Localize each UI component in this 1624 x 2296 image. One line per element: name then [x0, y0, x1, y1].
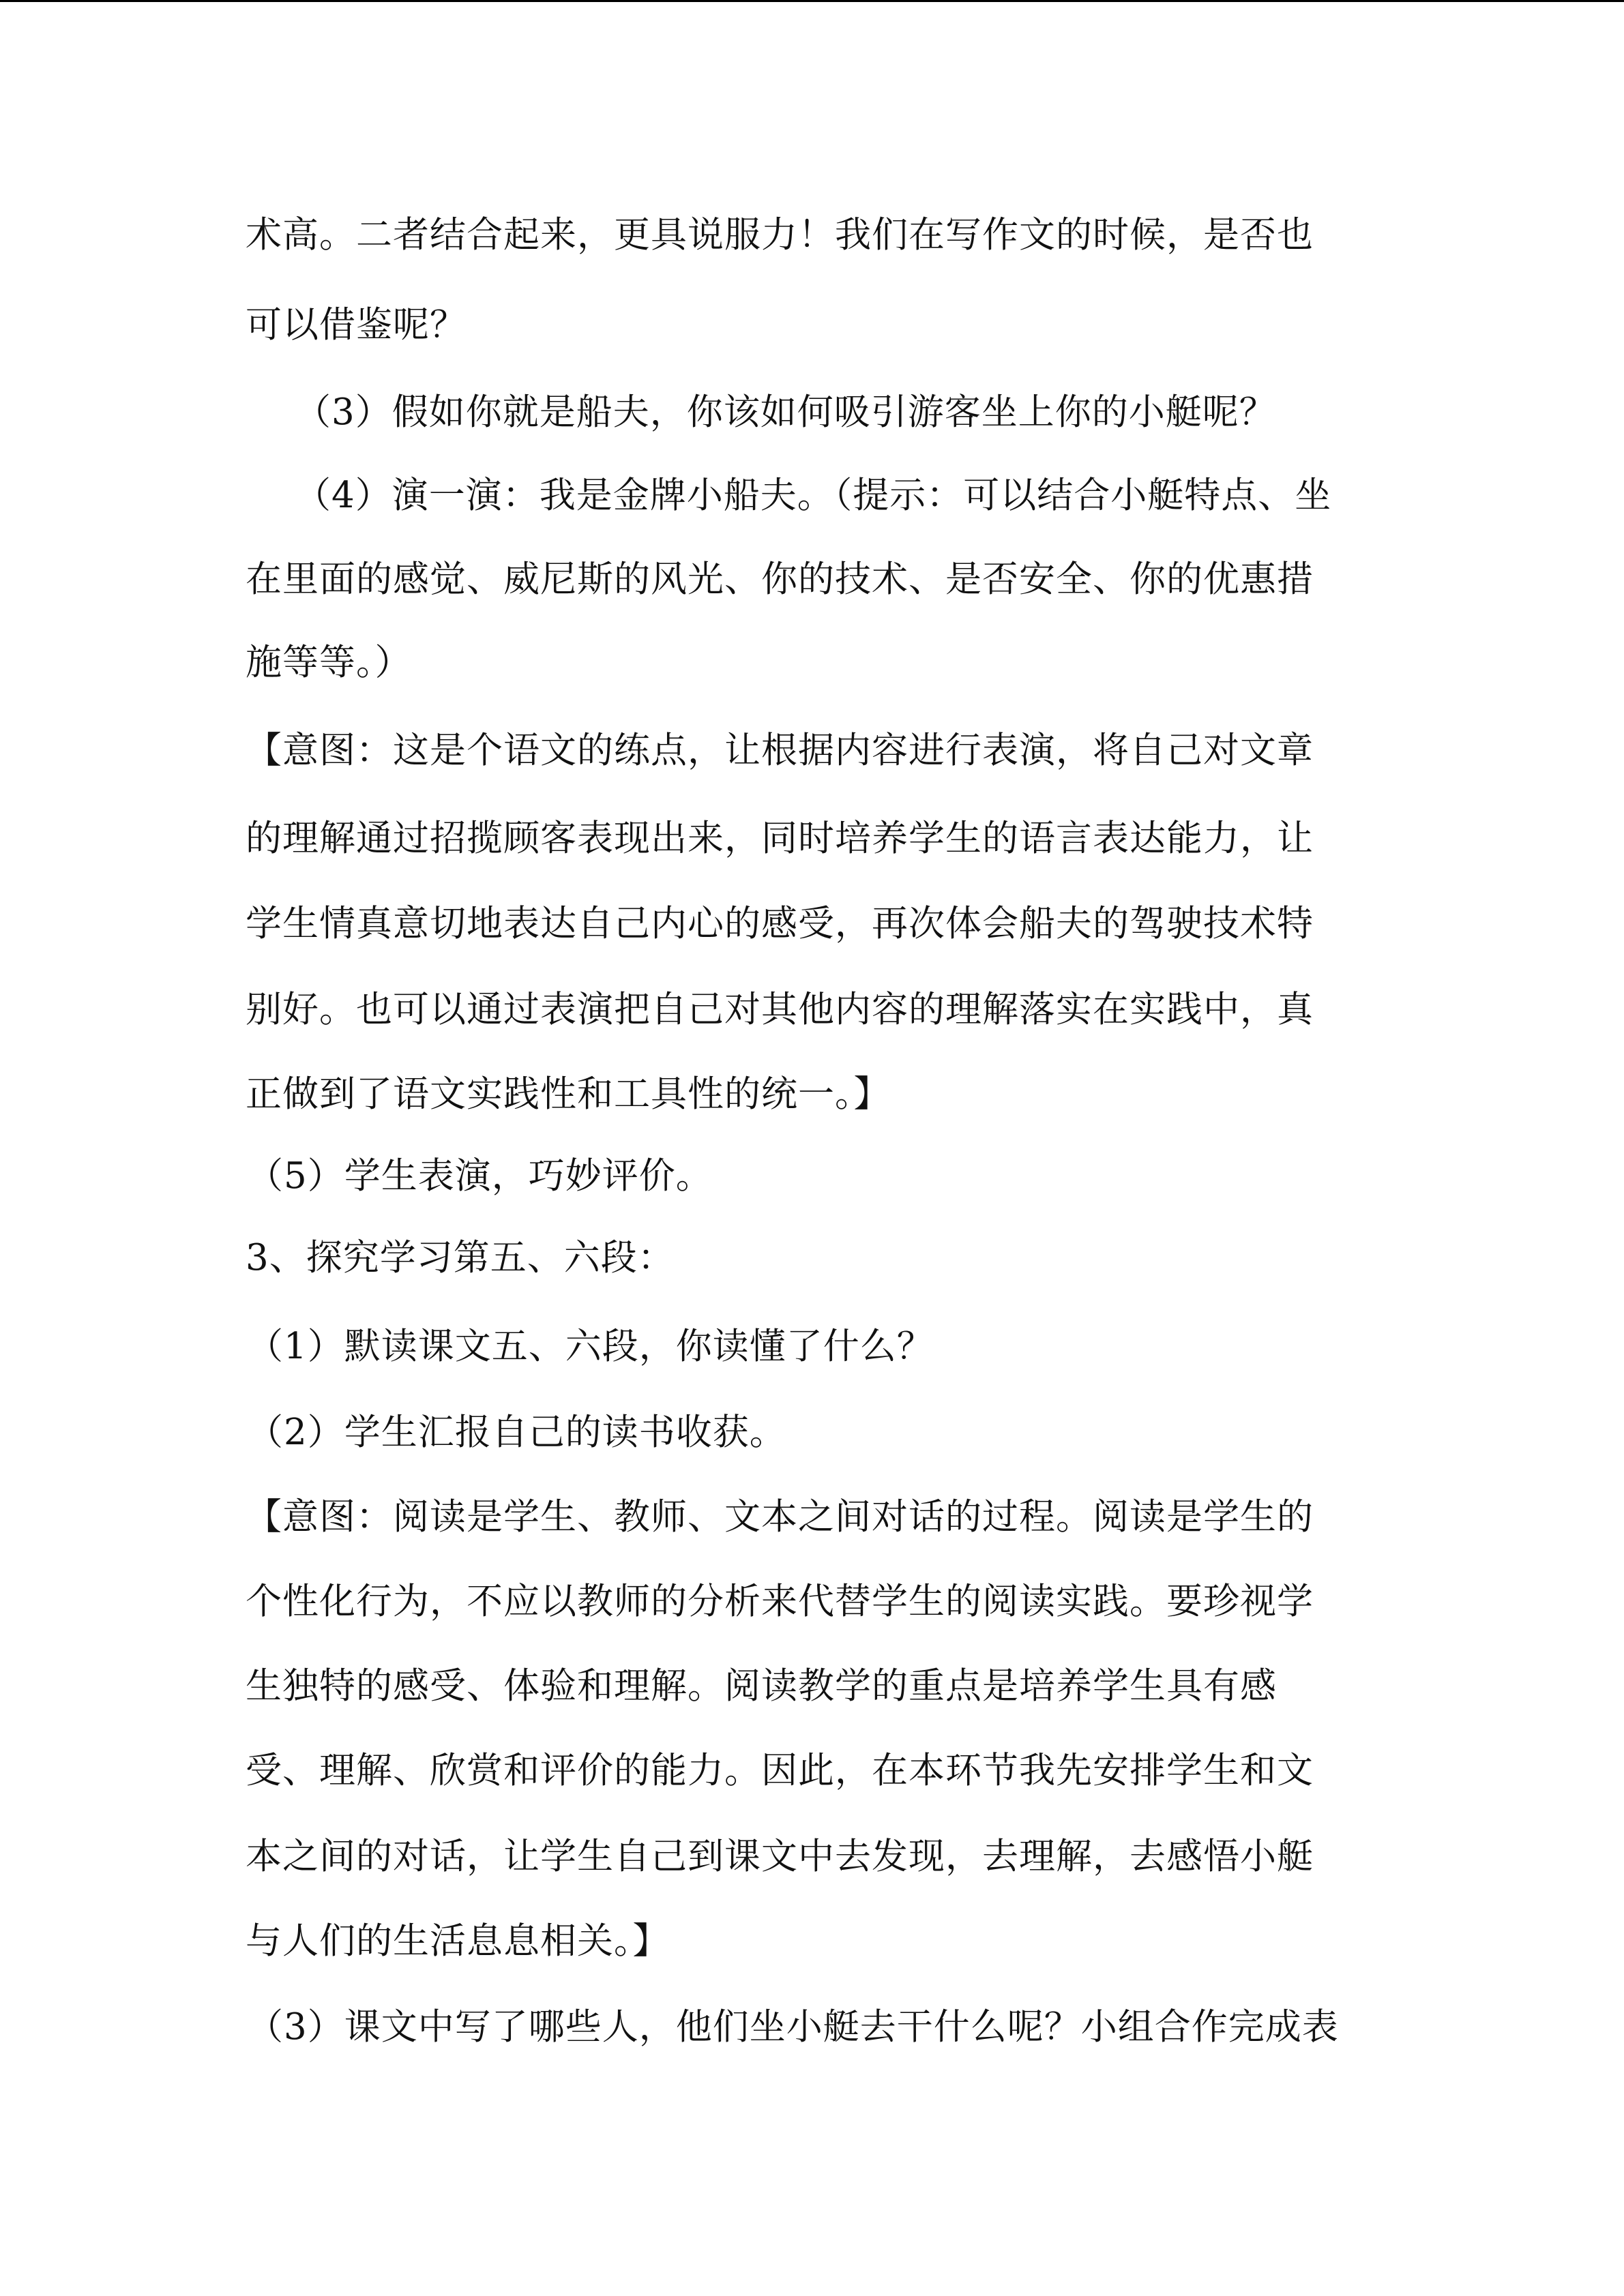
intent-note-2-line-6: 与人们的生活息息相关。】: [246, 1920, 670, 1962]
document-page: [246, 0, 1378, 2296]
text-line-4: （4）演一演：我是金牌小船夫。（提示：可以结合小艇特点、坐: [295, 475, 1332, 516]
intent-note-1-line-1: 【意图：这是个语文的练点，让根据内容进行表演，将自己对文章: [246, 730, 1314, 771]
intent-note-2-line-2: 个性化行为，不应以教师的分析来代替学生的阅读实践。要珍视学: [246, 1581, 1314, 1622]
text-line-step-2: （2）学生汇报自己的读书收获。: [247, 1412, 786, 1453]
intent-note-2-line-5: 本之间的对话，让学生自己到课文中去发现，去理解，去感悟小艇: [246, 1836, 1314, 1877]
intent-note-1-line-4: 别好。也可以通过表演把自己对其他内容的理解落实在实践中，真: [246, 989, 1314, 1030]
text-line-5: 在里面的感觉、威尼斯的风光、你的技术、是否安全、你的优惠措: [246, 558, 1314, 600]
text-line-step-1: （1）默读课文五、六段，你读懂了什么？: [247, 1326, 934, 1367]
text-line-6: 施等等。）: [246, 642, 412, 683]
text-line-1: 术高。二者结合起来，更具说服力！我们在写作文的时候，是否也: [246, 214, 1314, 256]
intent-note-1-line-2: 的理解通过招揽顾客表现出来，同时培养学生的语言表达能力，让: [246, 818, 1314, 859]
intent-note-1-line-3: 学生情真意切地表达自己内心的感受，再次体会船夫的驾驶技术特: [246, 903, 1314, 944]
intent-note-2-line-1: 【意图：阅读是学生、教师、文本之间对话的过程。阅读是学生的: [246, 1496, 1314, 1538]
intent-note-1-line-5: 正做到了语文实践性和工具性的统一。】: [246, 1073, 891, 1115]
section-heading-3: 3、探究学习第五、六段：: [246, 1237, 675, 1279]
text-line-step-3: （3）课文中写了哪些人，他们坐小艇去干什么呢？小组合作完成表: [247, 2006, 1339, 2048]
intent-note-2-line-3: 生独特的感受、体验和理解。阅读教学的重点是培养学生具有感: [246, 1665, 1277, 1707]
intent-note-2-line-4: 受、理解、欣赏和评价的能力。因此，在本环节我先安排学生和文: [246, 1750, 1314, 1791]
text-line-step-5: （5）学生表演，巧妙评价。: [247, 1155, 713, 1197]
text-line-3: （3）假如你就是船夫，你该如何吸引游客坐上你的小艇呢？: [295, 391, 1276, 433]
text-line-2: 可以借鉴呢？: [246, 304, 467, 346]
